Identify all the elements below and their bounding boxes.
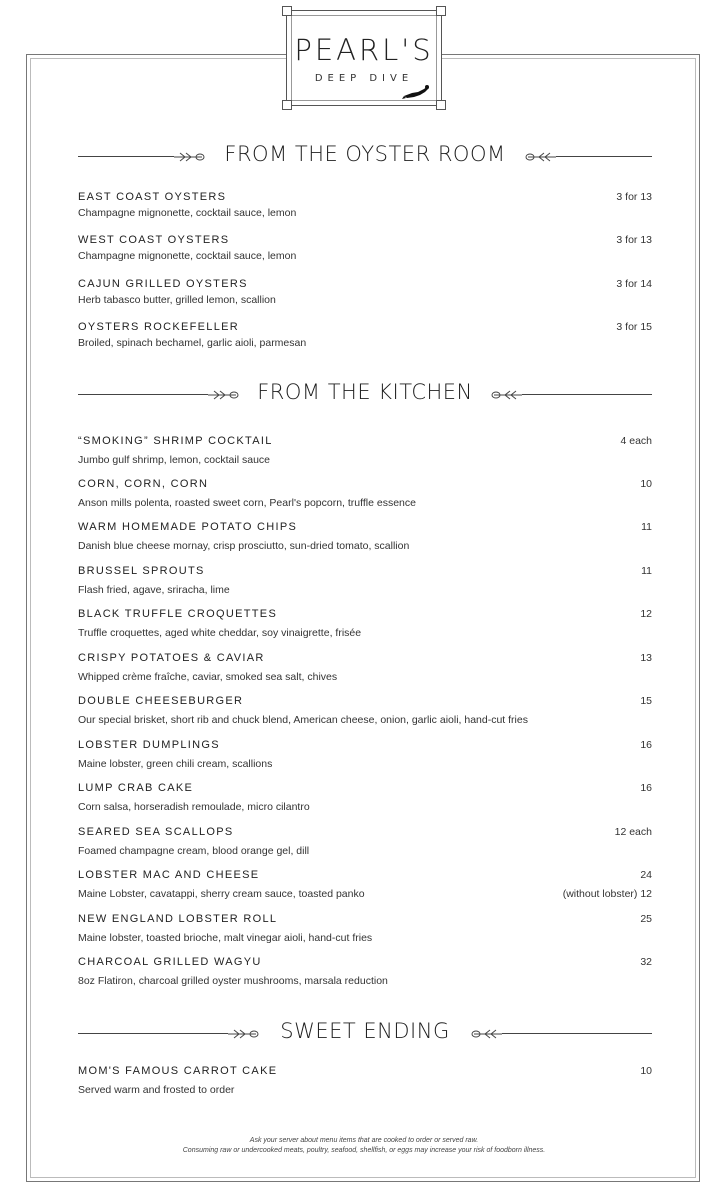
item-name: BRUSSEL SPROUTS bbox=[78, 565, 205, 577]
item-name: CAJUN GRILLED OYSTERS bbox=[78, 278, 248, 290]
item-description: Maine lobster, toasted brioche, malt vinegar aioli, hand-cut fries bbox=[78, 932, 373, 944]
item-price-alt: (without lobster) 12 bbox=[562, 888, 652, 900]
item-description: Jumbo gulf shrimp, lemon, cocktail sauce bbox=[78, 454, 270, 466]
item-description: Anson mills polenta, roasted sweet corn, Pearl's popcorn, truffle essence bbox=[78, 497, 416, 509]
item-name: NEW ENGLAND LOBSTER ROLL bbox=[78, 913, 278, 925]
logo-title: PEARL'S bbox=[294, 33, 434, 67]
logo-subtitle: DEEP DIVE bbox=[314, 73, 414, 84]
item-description: Broiled, spinach bechamel, garlic aioli, parmesan bbox=[78, 337, 307, 349]
item-description: 8oz Flatiron, charcoal grilled oyster mushrooms, marsala reduction bbox=[78, 975, 388, 987]
item-description: Truffle croquettes, aged white cheddar, soy vinaigrette, frisée bbox=[78, 627, 362, 639]
item-price: 10 bbox=[640, 478, 652, 490]
item-price: 24 bbox=[640, 869, 652, 881]
item-price: 11 bbox=[641, 521, 652, 533]
item-description: Maine Lobster, cavatappi, sherry cream sauce, toasted panko bbox=[78, 888, 365, 900]
section-title: FROM THE OYSTER ROOM bbox=[78, 142, 652, 166]
item-description: Danish blue cheese mornay, crisp prosciutto, sun-dried tomato, scallion bbox=[78, 540, 410, 552]
item-description: Champagne mignonette, cocktail sauce, lemon bbox=[78, 250, 297, 262]
footer-note-1: Ask your server about menu items that are cooked to order or served raw. bbox=[249, 1137, 479, 1144]
item-name: OYSTERS ROCKEFELLER bbox=[78, 321, 240, 333]
item-name: CORN, CORN, CORN bbox=[78, 478, 209, 490]
item-price: 3 for 14 bbox=[616, 278, 652, 290]
section-header-oyster bbox=[78, 142, 652, 172]
section-title: FROM THE KITCHEN bbox=[78, 380, 652, 404]
item-price: 3 for 13 bbox=[616, 234, 652, 246]
item-description: Our special brisket, short rib and chuck blend, American cheese, onion, garlic aioli, hand-cut fries bbox=[78, 714, 528, 726]
item-description: Champagne mignonette, cocktail sauce, lemon bbox=[78, 207, 297, 219]
item-description: Flash fried, agave, sriracha, lime bbox=[78, 584, 230, 596]
section-header-kitchen bbox=[78, 380, 652, 410]
item-name: WEST COAST OYSTERS bbox=[78, 234, 230, 246]
item-price: 32 bbox=[640, 956, 652, 968]
item-name: LOBSTER MAC AND CHEESE bbox=[78, 869, 260, 881]
item-description: Maine lobster, green chili cream, scallions bbox=[78, 758, 273, 770]
item-price: 3 for 13 bbox=[616, 191, 652, 203]
item-price: 10 bbox=[640, 1065, 652, 1077]
footer-note-2: Consuming raw or undercooked meats, poultry, seafood, shellfish, or eggs may increase your risk of foodborn illness. bbox=[182, 1147, 546, 1154]
item-name: MOM'S FAMOUS CARROT CAKE bbox=[78, 1065, 278, 1077]
section-title: SWEET ENDING bbox=[78, 1019, 652, 1043]
item-name: LOBSTER DUMPLINGS bbox=[78, 739, 220, 751]
item-name: LUMP CRAB CAKE bbox=[78, 782, 194, 794]
item-description: Herb tabasco butter, grilled lemon, scallion bbox=[78, 294, 276, 306]
item-price: 16 bbox=[640, 782, 652, 794]
item-price: 4 each bbox=[620, 435, 652, 447]
item-name: BLACK TRUFFLE CROQUETTES bbox=[78, 608, 278, 620]
section-header-sweet bbox=[78, 1019, 652, 1049]
item-price: 13 bbox=[640, 652, 652, 664]
item-price: 15 bbox=[640, 695, 652, 707]
diver-icon bbox=[402, 84, 432, 100]
item-price: 25 bbox=[640, 913, 652, 925]
item-name: EAST COAST OYSTERS bbox=[78, 191, 227, 203]
item-description: Served warm and frosted to order bbox=[78, 1084, 235, 1096]
item-description: Corn salsa, horseradish remoulade, micro cilantro bbox=[78, 801, 310, 813]
item-price: 16 bbox=[640, 739, 652, 751]
item-price: 11 bbox=[641, 565, 652, 577]
item-price: 12 bbox=[640, 608, 652, 620]
item-name: “SMOKING” SHRIMP COCKTAIL bbox=[78, 435, 273, 447]
item-description: Whipped crème fraîche, caviar, smoked sea salt, chives bbox=[78, 671, 338, 683]
item-description: Foamed champagne cream, blood orange gel, dill bbox=[78, 845, 310, 857]
item-name: DOUBLE CHEESEBURGER bbox=[78, 695, 244, 707]
item-name: CHARCOAL GRILLED WAGYU bbox=[78, 956, 262, 968]
item-price: 3 for 15 bbox=[616, 321, 652, 333]
item-name: CRISPY POTATOES & CAVIAR bbox=[78, 652, 265, 664]
item-name: SEARED SEA SCALLOPS bbox=[78, 826, 234, 838]
item-price: 12 each bbox=[614, 826, 652, 838]
item-name: WARM HOMEMADE POTATO CHIPS bbox=[78, 521, 298, 533]
